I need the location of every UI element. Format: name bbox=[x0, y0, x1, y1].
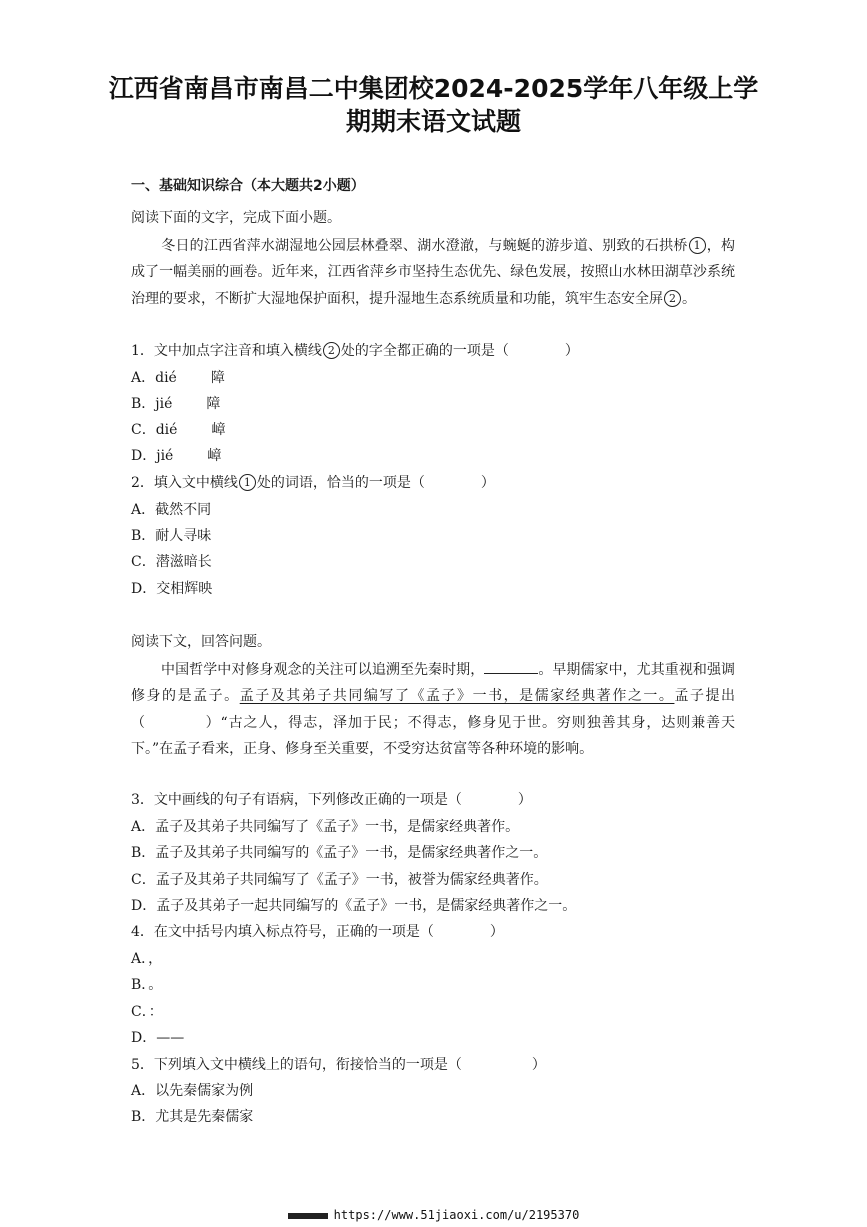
question-4-option-a[interactable]: A．， bbox=[131, 951, 163, 967]
blank-marker-2: 2 bbox=[664, 290, 681, 307]
question-4-option-d[interactable]: D．—— bbox=[131, 1030, 185, 1046]
question-2-option-b[interactable]: B．耐人寻味 bbox=[131, 528, 212, 544]
reading-intro-2: 阅读下文，回答问题。 bbox=[131, 634, 271, 650]
question-1-option-c[interactable]: C．dié 嶂 bbox=[131, 422, 226, 438]
page-title bbox=[100, 72, 767, 138]
question-1-option-b[interactable]: B．jié 障 bbox=[131, 396, 221, 412]
question-1-option-a[interactable]: A．dié 障 bbox=[131, 370, 225, 386]
question-3-option-d[interactable]: D．孟子及其弟子一起共同编写的《孟子》一书，是儒家经典著作之一。 bbox=[131, 898, 577, 914]
passage-1-text-a: 冬日的江西省萍水湖湿地公园层林叠翠、湖水澄澈，与蜿蜒的游步道、别致的石拱桥 bbox=[161, 238, 688, 254]
question-5-option-a[interactable]: A．以先秦儒家为例 bbox=[131, 1083, 254, 1099]
title-line-1: 江西省南昌市南昌二中集团校2024-2025学年八年级上学 bbox=[108, 74, 759, 103]
question-3-option-c[interactable]: C．孟子及其弟子共同编写了《孟子》一书，被誉为儒家经典著作。 bbox=[131, 872, 548, 888]
question-4-stem: 4．在文中括号内填入标点符号，正确的一项是（ ） bbox=[131, 924, 504, 940]
reading-intro-1: 阅读下面的文字，完成下面小题。 bbox=[131, 210, 341, 226]
blank-marker-1-ref: 1 bbox=[239, 474, 256, 491]
passage-1 bbox=[131, 233, 735, 312]
passage-2-text-a: 中国哲学中对修身观念的关注可以追溯至先秦时期， bbox=[161, 662, 485, 678]
blank-marker-1: 1 bbox=[689, 237, 706, 254]
section-heading: 一、基础知识综合（本大题共2小题） bbox=[131, 178, 365, 194]
footer-url[interactable]: https://www.51jiaoxi.com/u/2195370 bbox=[0, 1208, 867, 1222]
fill-blank bbox=[484, 661, 538, 674]
question-2-option-a[interactable]: A．截然不同 bbox=[131, 502, 212, 518]
question-2-stem: 2．填入文中横线 1 处的词语，恰当的一项是（ ） bbox=[131, 475, 495, 491]
passage-1-text-b: ，构成了一幅美丽的画卷。近年来，江西省萍乡市坚持生态优先、绿色发展，按照山水林田湖草沙系统治理的要求，不断扩大湿地保护面积，提升湿地生态系统质量和功能，筑牢生态安全屏 bbox=[131, 238, 736, 307]
passage-2-text-b: 。早期儒家中，尤其重视和强调修身的是孟子。 bbox=[131, 662, 736, 705]
question-3-stem: 3．文中画线的句子有语病，下列修改正确的一项是（ ） bbox=[131, 792, 532, 808]
underlined-sentence: 孟子及其弟子共同编写了《孟子》一书，是儒家经典著作之一。 bbox=[239, 688, 675, 705]
question-1-stem: 1．文中加点字注音和填入横线 2 处的字全都正确的一项是（ ） bbox=[131, 343, 579, 359]
question-1-option-d[interactable]: D．jié 嶂 bbox=[131, 448, 222, 464]
question-5-option-b[interactable]: B．尤其是先秦儒家 bbox=[131, 1109, 254, 1125]
watermark-mark bbox=[288, 1213, 328, 1219]
question-3-option-a[interactable]: A．孟子及其弟子共同编写了《孟子》一书，是儒家经典著作。 bbox=[131, 819, 520, 835]
question-3-option-b[interactable]: B．孟子及其弟子共同编写的《孟子》一书，是儒家经典著作之一。 bbox=[131, 845, 548, 861]
passage-2-text-c: 孟子提出（ ）“古之人，得志，泽加于民；不得志，修身见于世。穷则独善其身，达则兼善天下。”在孟子看来，正身、修身至关重要，不受穷达贫富等各种环境的影响。 bbox=[131, 688, 736, 758]
passage-2 bbox=[131, 657, 735, 763]
question-5-stem: 5．下列填入文中横线上的语句，衔接恰当的一项是（ ） bbox=[131, 1057, 546, 1073]
question-4-option-b[interactable]: B．。 bbox=[131, 977, 163, 993]
question-2-option-c[interactable]: C．潜滋暗长 bbox=[131, 554, 212, 570]
blank-marker-2-ref: 2 bbox=[323, 342, 340, 359]
title-line-2: 期期末语文试题 bbox=[345, 107, 521, 136]
question-2-option-d[interactable]: D．交相辉映 bbox=[131, 581, 213, 597]
passage-1-text-c: 。 bbox=[682, 290, 696, 307]
question-4-option-c[interactable]: C．： bbox=[131, 1004, 163, 1020]
